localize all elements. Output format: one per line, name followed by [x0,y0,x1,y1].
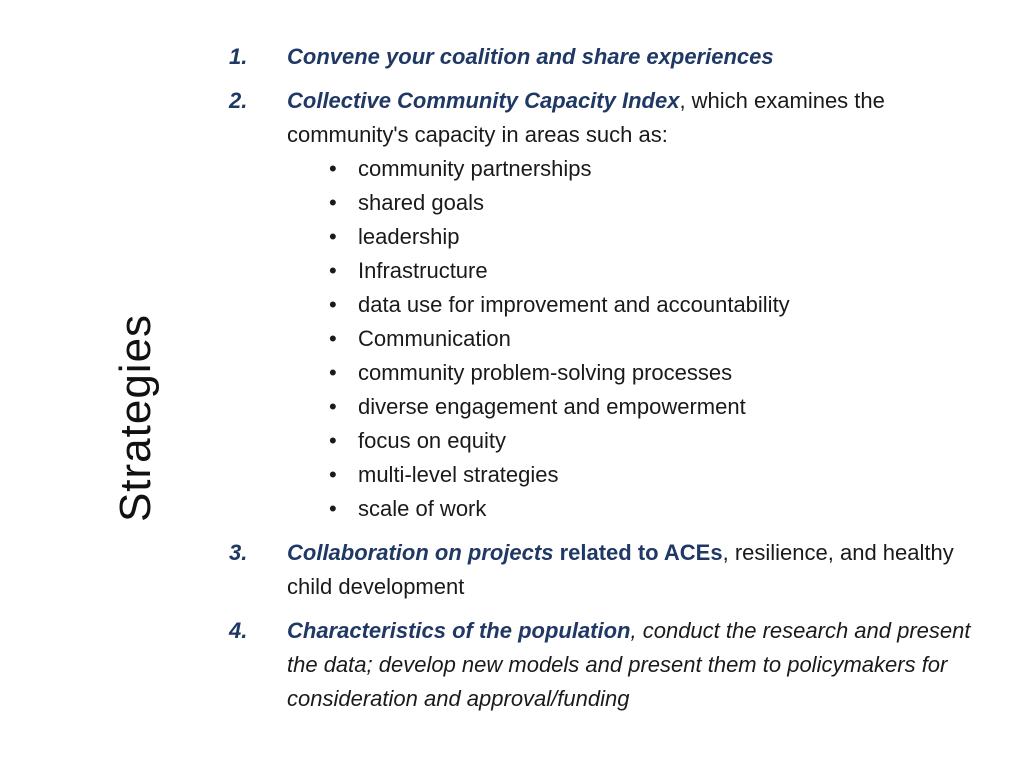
list-item: • Infrastructure [329,254,999,288]
item-highlight: Collaboration on projects [287,540,554,565]
list-item-1 [229,40,999,74]
list-item: • community partnerships [329,152,999,186]
list-item: • leadership [329,220,999,254]
list-item: • scale of work [329,492,999,526]
item-text: , conduct the research and present the data; develop new models and present them to policymakers for consideration and approval/funding [287,618,971,711]
list-item: • shared goals [329,186,999,220]
side-title: Strategies [111,313,160,523]
list-item-2 [229,84,999,526]
list-item: • community problem-solving processes [329,356,999,390]
list-item: • Communication [329,322,999,356]
item-number: 1. [229,44,248,69]
item-number: 3. [229,540,248,565]
list-item-3 [229,536,999,604]
list-item: • data use for improvement and accountability [329,288,999,322]
list-item: • focus on equity [329,424,999,458]
list-item: • diverse engagement and empowerment [329,390,999,424]
item-highlight: Convene your coalition and share experiences [287,44,774,69]
list-item-4 [229,614,999,716]
capacity-areas-list [287,152,999,526]
list-item: • multi-level strategies [329,458,999,492]
item-number: 4. [229,618,248,643]
strategy-list [229,40,999,726]
item-text: , resilience, and healthy child development [287,540,954,599]
item-number: 2. [229,88,248,113]
item-highlight-bold: related to ACEs [553,540,723,565]
item-highlight: Collective Community Capacity Index [287,88,680,113]
item-highlight: Characteristics of the population [287,618,631,643]
item-text: , which examines the community's capacity in areas such as: [287,88,885,147]
